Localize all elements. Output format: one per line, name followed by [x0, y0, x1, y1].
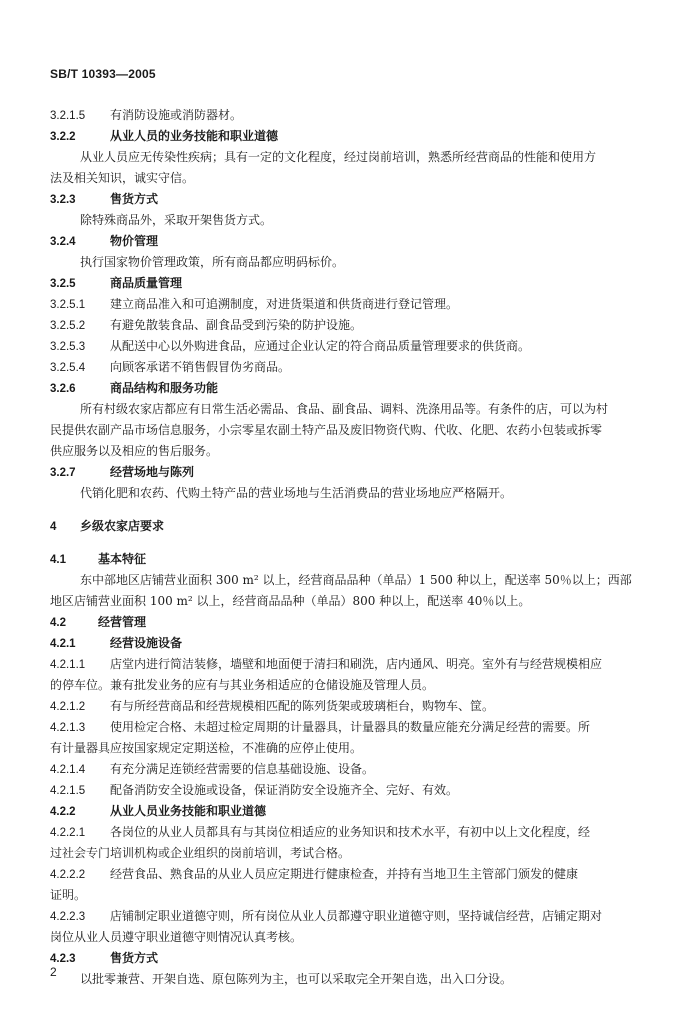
clause-title: 基本特征	[98, 552, 147, 566]
clause-item	[50, 336, 650, 357]
clause-text: 从配送中心以外购进食品，应通过企业认定的符合商品质量管理要求的供货商。	[110, 339, 531, 353]
clause-number: 4.1	[50, 554, 66, 566]
paragraph-line: 东中部地区店铺营业面积 300 m² 以上，经营商品品种（单品）1 500 种以上，配送率 50％以上；西部	[80, 573, 632, 587]
clause-heading	[50, 273, 650, 294]
clause-number: 4.2	[50, 617, 66, 629]
clause-number: 4.2.2.1	[50, 827, 86, 839]
clause-item	[50, 696, 650, 717]
paragraph-continuation: 地区店铺营业面积 100 m² 以上，经营商品品种（单品）800 种以上，配送率 40％以上。	[50, 594, 531, 608]
clause-heading	[50, 633, 650, 654]
clause-item	[50, 822, 650, 843]
clause-item	[50, 717, 650, 738]
section-heading	[50, 516, 650, 537]
clause-item	[50, 105, 650, 126]
clause-number: 4.2.1.4	[50, 764, 86, 776]
clause-number: 3.2.2	[50, 131, 76, 143]
paragraph-continuation: 民提供农副产品市场信息服务，小宗零星农副土特产品及废旧物资代购、代收、化肥、农药小包装或拆零	[50, 423, 603, 437]
paragraph-line: 执行国家物价管理政策，所有商品都应明码标价。	[80, 255, 345, 269]
clause-text: 使用检定合格、未超过检定周期的计量器具，计量器具的数量应能充分满足经营的需要。所	[110, 720, 591, 734]
paragraph-line: 从业人员应无传染性疾病；具有一定的文化程度，经过岗前培训，熟悉所经营商品的性能和使用方	[80, 150, 597, 164]
clause-number: 3.2.5.1	[50, 299, 86, 311]
clause-number: 3.2.5.2	[50, 320, 86, 332]
clause-number: 4.2.1.1	[50, 659, 86, 671]
clause-text: 配备消防安全设施或设备，保证消防安全设施齐全、完好、有效。	[110, 783, 459, 797]
paragraph-line: 代销化肥和农药、代购土特产品的营业场地与生活消费品的营业场地应严格隔开。	[80, 486, 513, 500]
clause-heading	[50, 231, 650, 252]
clause-number: 4.2.1	[50, 638, 76, 650]
clause-number: 3.2.5	[50, 278, 76, 290]
clause-item	[50, 654, 650, 675]
clause-number: 4.2.2.3	[50, 911, 86, 923]
clause-heading	[50, 378, 650, 399]
paragraph-continuation: 法及相关知识，诚实守信。	[50, 171, 195, 185]
clause-title: 商品结构和服务功能	[110, 381, 219, 395]
clause-text: 有充分满足连锁经营需要的信息基础设施、设备。	[110, 762, 375, 776]
clause-number: 4.2.1.5	[50, 785, 86, 797]
clause-heading	[50, 612, 650, 633]
clause-text: 有避免散装食品、副食品受到污染的防护设施。	[110, 318, 363, 332]
clause-item	[50, 864, 650, 885]
clause-text: 店铺制定职业道德守则，所有岗位从业人员都遵守职业道德守则，坚持诚信经营，店铺定期对	[110, 909, 603, 923]
clause-number: 3.2.5.3	[50, 341, 86, 353]
clause-number: 4.2.2	[50, 806, 76, 818]
paragraph-continuation: 的停车位。兼有批发业务的应有与其业务相适应的仓储设施及管理人员。	[50, 678, 435, 692]
clause-heading	[50, 801, 650, 822]
paragraph-continuation: 有计量器具应按国家规定定期送检，不准确的应停止使用。	[50, 741, 363, 755]
paragraph-continuation: 岗位从业人员遵守职业道德守则情况认真考核。	[50, 930, 303, 944]
paragraph-continuation: 证明。	[50, 888, 87, 902]
clause-text: 店堂内进行简洁装修，墙壁和地面便于清扫和刷洗，店内通风、明亮。室外有与经营规模相应	[110, 657, 603, 671]
clause-heading	[50, 189, 650, 210]
clause-text: 向顾客承诺不销售假冒伪劣商品。	[110, 360, 291, 374]
clause-item	[50, 780, 650, 801]
paragraph-continuation: 供应服务以及相应的售后服务。	[50, 444, 219, 458]
clause-heading	[50, 549, 650, 570]
clause-title: 售货方式	[110, 951, 159, 965]
clause-text: 有消防设施或消防器材。	[110, 108, 243, 122]
clause-title: 经营场地与陈列	[110, 465, 195, 479]
clause-item	[50, 357, 650, 378]
clause-number: 3.2.7	[50, 467, 76, 479]
section-gap	[50, 537, 650, 549]
paragraph-line: 除特殊商品外，采取开架售货方式。	[80, 213, 273, 227]
clause-text: 建立商品准入和可追溯制度，对进货渠道和供货商进行登记管理。	[110, 297, 459, 311]
clause-number: 4	[50, 521, 57, 533]
clause-number: 4.2.1.3	[50, 722, 86, 734]
clause-text: 有与所经营商品和经营规模相匹配的陈列货架或玻璃柜台，购物车、筐。	[110, 699, 495, 713]
paragraph-line: 所有村级农家店都应有日常生活必需品、食品、副食品、调料、洗涤用品等。有条件的店，可以为村	[80, 402, 609, 416]
clause-title: 从业人员业务技能和职业道德	[110, 804, 267, 818]
clause-number: 4.2.3	[50, 953, 76, 965]
clause-number: 4.2.1.2	[50, 701, 86, 713]
clause-title: 从业人员的业务技能和职业道德	[110, 129, 279, 143]
clause-number: 3.2.5.4	[50, 362, 86, 374]
clause-number: 3.2.6	[50, 383, 76, 395]
clause-title: 商品质量管理	[110, 276, 183, 290]
clause-item	[50, 759, 650, 780]
clause-number: 3.2.3	[50, 194, 76, 206]
clause-number: 4.2.2.2	[50, 869, 86, 881]
clause-item	[50, 294, 650, 315]
clause-number: 3.2.4	[50, 236, 76, 248]
section-gap	[50, 504, 650, 516]
clause-text: 各岗位的从业人员都具有与其岗位相适应的业务知识和技术水平，有初中以上文化程度，经	[110, 825, 591, 839]
clause-title: 售货方式	[110, 192, 159, 206]
clause-number: 3.2.1.5	[50, 110, 86, 122]
clause-item	[50, 906, 650, 927]
paragraph-line: 以批零兼营、开架自选、原包陈列为主，也可以采取完全开架自选，出入口分设。	[80, 972, 513, 986]
clause-item	[50, 315, 650, 336]
clause-title: 乡级农家店要求	[80, 519, 165, 533]
clause-title: 经营管理	[98, 615, 147, 629]
clause-title: 物价管理	[110, 234, 159, 248]
clause-text: 经营食品、熟食品的从业人员应定期进行健康检查，并持有当地卫生主管部门颁发的健康	[110, 867, 579, 881]
document-body	[50, 105, 650, 990]
clause-title: 经营设施设备	[110, 636, 183, 650]
document-code: SB/T 10393—2005	[50, 67, 156, 81]
paragraph-continuation: 过社会专门培训机构或企业组织的岗前培训，考试合格。	[50, 846, 351, 860]
clause-heading	[50, 948, 650, 969]
clause-heading	[50, 462, 650, 483]
clause-heading	[50, 126, 650, 147]
page-number: 2	[50, 965, 57, 979]
